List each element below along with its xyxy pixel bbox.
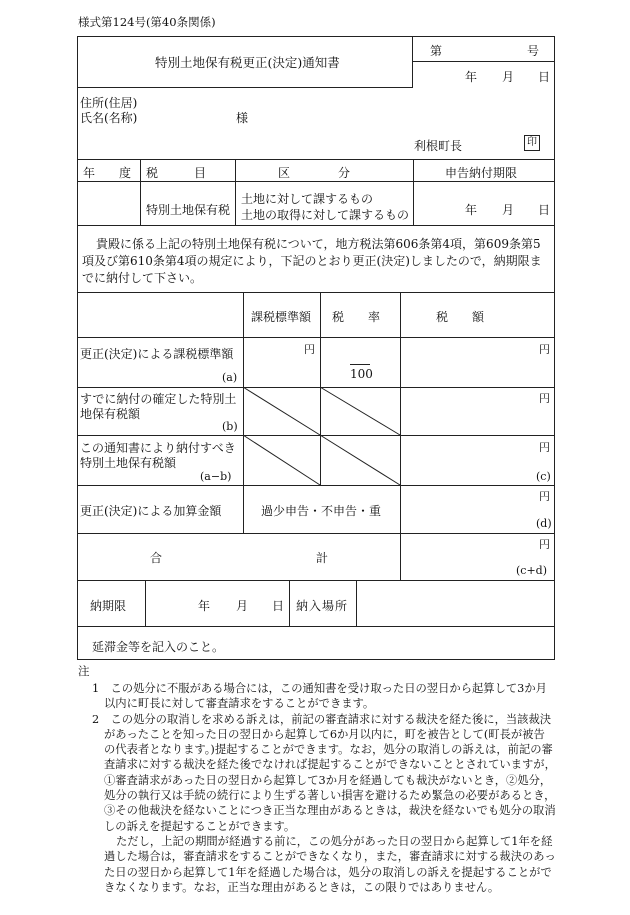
address-label: 住所(住居)	[80, 96, 138, 110]
honorific: 様	[236, 111, 249, 125]
issue-date-month: 月	[502, 70, 515, 84]
total-right: 計	[316, 551, 329, 565]
header-kigen: 申告納付期限	[445, 166, 518, 180]
notes-block	[78, 681, 556, 895]
kubun-line-1: 土地に対して課するもの	[241, 192, 374, 206]
row-b-label-1: すでに納付の確定した特別土	[80, 392, 237, 406]
seal-mark: 印	[524, 135, 540, 151]
body-paragraph: 貴殿に係る上記の特別土地保有税について，地方税法第606条第4項，第609条第5項及び第610条第4項の規定により，下記のとおり更正(決定)しましたので，納期限までに納付して下さい。	[82, 237, 542, 285]
row-a-label: 更正(決定)による課税標準額	[80, 347, 234, 361]
row-b-tag: (b)	[222, 420, 238, 433]
strike-b-base	[243, 387, 320, 435]
yen-unit: 円	[539, 441, 550, 454]
col-rate: 税 率	[332, 310, 381, 324]
name-label: 氏名(名称)	[80, 111, 138, 125]
header-zeimoku: 税 目	[146, 166, 207, 180]
deadline-year: 年	[465, 203, 478, 217]
row-c-label-1: この通知書により納付すべき	[80, 441, 236, 455]
row-b-label-2: 地保有税額	[80, 407, 141, 421]
note-1: 1 この処分に不服がある場合には，この通知書を受け取った日の翌日から起算して3か月以内に町長に対して審査請求をすることができます。	[92, 682, 547, 711]
header-nendo: 年 度	[83, 166, 132, 180]
header-kubun: 区 分	[278, 166, 351, 180]
col-base: 課税標準額	[251, 310, 312, 324]
row-d-mid: 過少申告・不申告・重	[261, 504, 382, 518]
issue-date-year: 年	[465, 70, 478, 84]
remark-text: 延滞金等を記入のこと。	[92, 640, 225, 654]
due-month: 月	[236, 599, 249, 613]
tax-name: 特別土地保有税	[146, 203, 231, 217]
deadline-month: 月	[502, 203, 515, 217]
issue-date-day: 日	[538, 70, 551, 84]
yen-unit: 円	[539, 490, 550, 503]
deadline-day: 日	[538, 203, 551, 217]
rate-denominator: 100	[350, 367, 373, 381]
strike-c-base	[243, 435, 320, 485]
row-d-label: 更正(決定)による加算金額	[80, 504, 222, 518]
number-dai: 第	[430, 44, 443, 58]
total-tag: (c+d)	[516, 564, 548, 577]
yen-unit: 円	[539, 392, 550, 405]
kubun-line-2: 土地の取得に対して課するもの	[241, 208, 410, 222]
number-go: 号	[527, 44, 540, 58]
total-left: 合	[150, 551, 163, 565]
deadline-label: 納期限	[90, 599, 127, 613]
issuer-name: 利根町長	[414, 139, 463, 153]
strike-b-rate	[320, 387, 400, 435]
col-amount: 税 額	[436, 310, 485, 324]
yen-unit: 円	[539, 538, 550, 551]
note-2: 2 この処分の取消しを求める訴えは，前記の審査請求に対する裁決を経た後に，当該裁決があったことを知った日の翌日から起算して6か月以内に，町を被告として(町長が被告の代表者となります。)提起することができます。なお，処分の取消しの訴えは，前記の審査請求に対する裁決を経た後でなければ提起することができないこととされていますが，①審査請求があった日の翌日から起算して3か月を経過しても裁決がないとき，②処分，処分の執行又は手続の続行により生ずる著しい損害を避けるため緊急の必要があるとき，③その他裁決を経ないことにつき正当な理由があるときは，裁決を経ないでも処分の取消しの訴えを提起することができます。	[92, 712, 556, 833]
row-a-tag: (a)	[222, 371, 238, 384]
yen-unit: 円	[539, 343, 550, 356]
note-2-continued: ただし，上記の期間が経過する前に，この処分があった日の翌日から起算して1年を経過した場合は，審査請求をすることができなくなり，また，審査請求に対する裁決のあった日の翌日から起算して1年を経過した場合は，処分の取消しの訴えを提起することができなくなります。なお，正当な理由があるときは，この限りではありません。	[104, 834, 556, 894]
due-year: 年	[198, 599, 211, 613]
document-title: 特別土地保有税更正(決定)通知書	[155, 55, 340, 70]
row-c-tag-left: (a−b)	[200, 470, 232, 483]
row-c-label-2: 特別土地保有税額	[80, 456, 177, 470]
due-day: 日	[272, 599, 285, 613]
row-c-tag: (c)	[536, 470, 551, 483]
row-d-tag: (d)	[536, 517, 552, 530]
form-number: 様式第124号(第40条関係)	[78, 15, 216, 29]
yen-unit: 円	[304, 343, 315, 356]
strike-c-rate	[320, 435, 400, 485]
place-label: 納入場所	[296, 599, 349, 613]
note-head: 注	[78, 664, 90, 678]
